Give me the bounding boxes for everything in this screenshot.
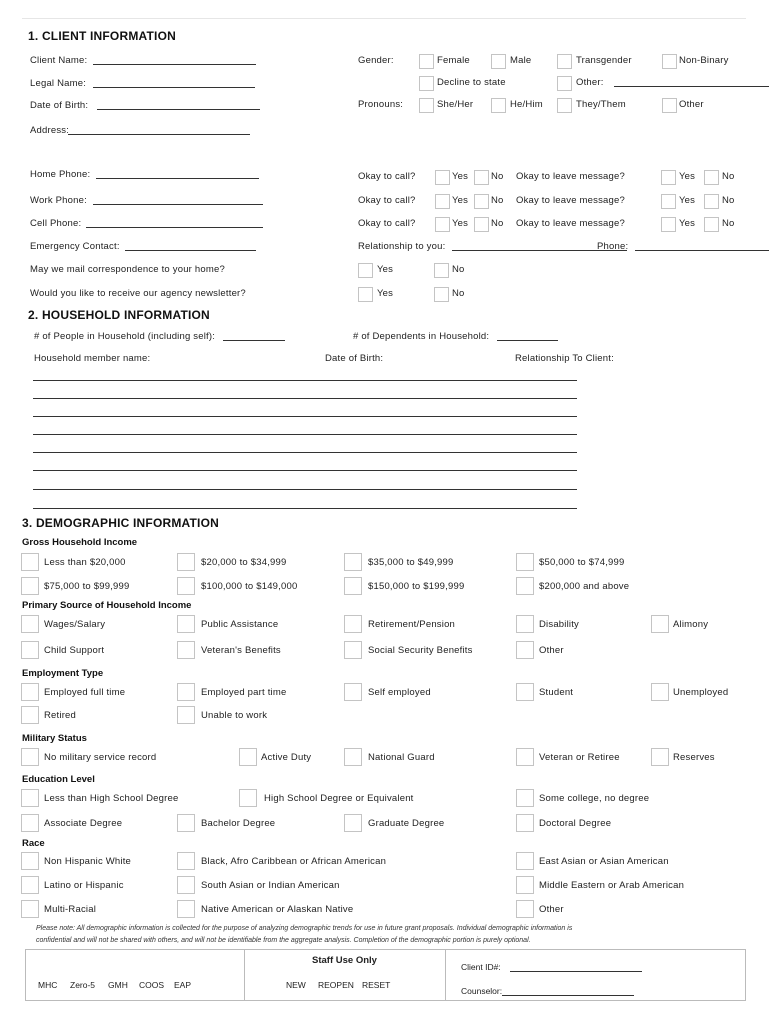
- military-checkbox[interactable]: [651, 748, 669, 766]
- cell-msg-label: Okay to leave message?: [516, 218, 625, 229]
- male-label: Male: [510, 55, 532, 66]
- status-option[interactable]: NEW: [286, 980, 306, 990]
- male-checkbox[interactable]: [491, 54, 506, 69]
- employment-checkbox[interactable]: [516, 683, 534, 701]
- source-checkbox[interactable]: [651, 615, 669, 633]
- program-option[interactable]: COOS: [139, 980, 165, 990]
- newsletter-no-label: No: [452, 288, 465, 299]
- dob-label: Date of Birth:: [30, 100, 89, 111]
- military-checkbox[interactable]: [344, 748, 362, 766]
- home-call-no-checkbox[interactable]: [474, 170, 489, 185]
- employment-checkbox[interactable]: [177, 706, 195, 724]
- race-option: Multi-Racial: [44, 904, 97, 915]
- military-option: Veteran or Retiree: [539, 752, 620, 763]
- source-checkbox[interactable]: [21, 615, 39, 633]
- emergency-phone-field[interactable]: [635, 250, 769, 251]
- section-title-client: 1. CLIENT INFORMATION: [28, 29, 176, 43]
- education-checkbox[interactable]: [239, 789, 257, 807]
- employment-checkbox[interactable]: [177, 683, 195, 701]
- dependents-field[interactable]: [497, 340, 558, 341]
- military-option: Active Duty: [261, 752, 312, 763]
- income-option: Less than $20,000: [44, 557, 126, 568]
- top-rule: [22, 18, 746, 19]
- income-option: $75,000 to $99,999: [44, 581, 130, 592]
- home-okay-call-label: Okay to call?: [358, 171, 416, 182]
- work-msg-yes-label: Yes: [679, 195, 696, 206]
- education-option: Graduate Degree: [368, 818, 445, 829]
- pronouns-label: Pronouns:: [358, 99, 404, 110]
- legal-name-label: Legal Name:: [30, 78, 87, 89]
- education-option: High School Degree or Equivalent: [264, 793, 414, 804]
- race-checkbox[interactable]: [177, 900, 195, 918]
- work-msg-no-label: No: [722, 195, 735, 206]
- income-checkbox[interactable]: [344, 577, 362, 595]
- household-row-line[interactable]: [33, 434, 577, 435]
- people-in-household-field[interactable]: [223, 340, 285, 341]
- employment-checkbox[interactable]: [651, 683, 669, 701]
- education-checkbox[interactable]: [177, 814, 195, 832]
- transgender-checkbox[interactable]: [557, 54, 572, 69]
- employment-option: Retired: [44, 710, 77, 721]
- employment-option: Employed part time: [201, 687, 287, 698]
- race-checkbox[interactable]: [516, 900, 534, 918]
- source-checkbox[interactable]: [344, 615, 362, 633]
- female-checkbox[interactable]: [419, 54, 434, 69]
- home-phone-label: Home Phone:: [30, 169, 91, 180]
- client-id-field[interactable]: [510, 971, 642, 972]
- race-checkbox[interactable]: [177, 852, 195, 870]
- education-option: Bachelor Degree: [201, 818, 276, 829]
- race-option: Black, Afro Caribbean or African American: [201, 856, 387, 867]
- newsletter-question: Would you like to receive our agency newsletter?: [30, 288, 246, 299]
- staff-divider: [244, 949, 245, 1001]
- education-checkbox[interactable]: [21, 789, 39, 807]
- military-option: National Guard: [368, 752, 435, 763]
- staff-divider: [445, 949, 446, 1001]
- cell-call-yes-label: Yes: [452, 218, 469, 229]
- program-option[interactable]: EAP: [174, 980, 192, 990]
- income-option: $35,000 to $49,999: [368, 557, 454, 568]
- income-checkbox[interactable]: [21, 577, 39, 595]
- race-checkbox[interactable]: [516, 876, 534, 894]
- member-relationship-header: Relationship To Client:: [515, 353, 614, 364]
- source-checkbox[interactable]: [177, 641, 195, 659]
- household-row-line[interactable]: [33, 380, 577, 381]
- education-option: Associate Degree: [44, 818, 123, 829]
- household-row-line[interactable]: [33, 508, 577, 509]
- pronoun-other-label: Other: [679, 99, 704, 110]
- demographic-note-line1: Please note: All demographic information is collected for the purpose of analyzing demographic trends for use in future grant proposals. Individual demographic information is: [36, 925, 573, 932]
- address-field[interactable]: [68, 134, 250, 135]
- counselor-field[interactable]: [502, 995, 634, 996]
- race-checkbox[interactable]: [21, 852, 39, 870]
- military-option: No military service record: [44, 752, 157, 763]
- race-title: Race: [22, 838, 45, 849]
- source-option: Wages/Salary: [44, 619, 106, 630]
- income-checkbox[interactable]: [21, 553, 39, 571]
- income-option: $100,000 to $149,000: [201, 581, 298, 592]
- cell-msg-yes-checkbox[interactable]: [661, 217, 676, 232]
- section-title-demographic: 3. DEMOGRAPHIC INFORMATION: [22, 516, 219, 530]
- source-checkbox[interactable]: [177, 615, 195, 633]
- emergency-phone-label: Phone:: [597, 241, 629, 252]
- income-checkbox[interactable]: [177, 577, 195, 595]
- military-checkbox[interactable]: [516, 748, 534, 766]
- dependents-label: # of Dependents in Household:: [353, 331, 490, 342]
- employment-option: Self employed: [368, 687, 431, 698]
- education-option: Doctoral Degree: [539, 818, 612, 829]
- household-row-line[interactable]: [33, 470, 577, 471]
- race-option: East Asian or Asian American: [539, 856, 669, 867]
- work-msg-label: Okay to leave message?: [516, 195, 625, 206]
- people-in-household-label: # of People in Household (including self):: [34, 331, 216, 342]
- cell-msg-no-label: No: [722, 218, 735, 229]
- military-checkbox[interactable]: [21, 748, 39, 766]
- source-checkbox[interactable]: [516, 615, 534, 633]
- income-option: $150,000 to $199,999: [368, 581, 465, 592]
- work-msg-yes-checkbox[interactable]: [661, 194, 676, 209]
- cell-okay-call-label: Okay to call?: [358, 218, 416, 229]
- mail-no-checkbox[interactable]: [434, 263, 449, 278]
- source-option: Retirement/Pension: [368, 619, 456, 630]
- cell-phone-label: Cell Phone:: [30, 218, 82, 229]
- relationship-label: Relationship to you:: [358, 241, 446, 252]
- newsletter-no-checkbox[interactable]: [434, 287, 449, 302]
- employment-option: Unable to work: [201, 710, 268, 721]
- they-them-label: They/Them: [576, 99, 626, 110]
- education-checkbox[interactable]: [516, 789, 534, 807]
- mail-yes-checkbox[interactable]: [358, 263, 373, 278]
- home-msg-no-checkbox[interactable]: [704, 170, 719, 185]
- income-option: $200,000 and above: [539, 581, 630, 592]
- work-call-no-label: No: [491, 195, 504, 206]
- home-call-yes-label: Yes: [452, 171, 469, 182]
- income-checkbox[interactable]: [516, 577, 534, 595]
- income-option: $50,000 to $74,999: [539, 557, 625, 568]
- home-msg-yes-checkbox[interactable]: [661, 170, 676, 185]
- household-row-line[interactable]: [33, 398, 577, 399]
- work-phone-field[interactable]: [93, 204, 263, 205]
- race-option: Middle Eastern or Arab American: [539, 880, 685, 891]
- program-option[interactable]: GMH: [108, 980, 128, 990]
- income-title: Gross Household Income: [22, 537, 138, 548]
- he-him-checkbox[interactable]: [491, 98, 506, 113]
- gender-label: Gender:: [358, 55, 394, 66]
- decline-checkbox[interactable]: [419, 76, 434, 91]
- education-option: Less than High School Degree: [44, 793, 179, 804]
- newsletter-yes-label: Yes: [377, 288, 394, 299]
- cell-call-no-checkbox[interactable]: [474, 217, 489, 232]
- staff-use-box: [25, 949, 746, 1001]
- source-option: Veteran's Benefits: [201, 645, 281, 656]
- member-name-header: Household member name:: [34, 353, 151, 364]
- status-option[interactable]: REOPEN: [318, 980, 354, 990]
- military-option: Reserves: [673, 752, 715, 763]
- source-checkbox[interactable]: [344, 641, 362, 659]
- work-call-yes-label: Yes: [452, 195, 469, 206]
- race-checkbox[interactable]: [516, 852, 534, 870]
- work-phone-label: Work Phone:: [30, 195, 87, 206]
- source-title: Primary Source of Household Income: [22, 600, 192, 611]
- mail-no-label: No: [452, 264, 465, 275]
- demographic-note-line2: confidential and will not be shared with others, and will not be identifiable from the aggregate analysis. Completion of the demographic portion is purely optional.: [36, 937, 531, 944]
- cell-call-no-label: No: [491, 218, 504, 229]
- section-title-household: 2. HOUSEHOLD INFORMATION: [28, 308, 210, 322]
- transgender-label: Transgender: [576, 55, 632, 66]
- income-checkbox[interactable]: [516, 553, 534, 571]
- address-label: Address:: [30, 125, 70, 136]
- source-checkbox[interactable]: [21, 641, 39, 659]
- gender-other-label: Other:: [576, 77, 604, 88]
- cell-msg-no-checkbox[interactable]: [704, 217, 719, 232]
- education-title: Education Level: [22, 774, 95, 785]
- client-name-field[interactable]: [93, 64, 256, 65]
- employment-checkbox[interactable]: [21, 706, 39, 724]
- source-option: Disability: [539, 619, 580, 630]
- source-option: Other: [539, 645, 564, 656]
- emergency-field[interactable]: [125, 250, 256, 251]
- member-dob-header: Date of Birth:: [325, 353, 384, 364]
- status-option[interactable]: RESET: [362, 980, 391, 990]
- home-call-no-label: No: [491, 171, 504, 182]
- education-checkbox[interactable]: [516, 814, 534, 832]
- home-msg-yes-label: Yes: [679, 171, 696, 182]
- legal-name-field[interactable]: [93, 87, 255, 88]
- gender-other-checkbox[interactable]: [557, 76, 572, 91]
- source-option: Alimony: [673, 619, 709, 630]
- employment-checkbox[interactable]: [21, 683, 39, 701]
- employment-title: Employment Type: [22, 668, 104, 679]
- race-option: Other: [539, 904, 564, 915]
- education-option: Some college, no degree: [539, 793, 650, 804]
- cell-phone-field[interactable]: [86, 227, 263, 228]
- emergency-label: Emergency Contact:: [30, 241, 120, 252]
- cell-msg-yes-label: Yes: [679, 218, 696, 229]
- race-option: South Asian or Indian American: [201, 880, 340, 891]
- she-her-label: She/Her: [437, 99, 474, 110]
- nonbinary-checkbox[interactable]: [662, 54, 677, 69]
- home-phone-field[interactable]: [96, 178, 259, 179]
- income-checkbox[interactable]: [177, 553, 195, 571]
- race-checkbox[interactable]: [21, 900, 39, 918]
- work-msg-no-checkbox[interactable]: [704, 194, 719, 209]
- nonbinary-label: Non-Binary: [679, 55, 729, 66]
- household-row-line[interactable]: [33, 416, 577, 417]
- source-option: Social Security Benefits: [368, 645, 473, 656]
- work-okay-call-label: Okay to call?: [358, 195, 416, 206]
- income-checkbox[interactable]: [344, 553, 362, 571]
- newsletter-yes-checkbox[interactable]: [358, 287, 373, 302]
- race-checkbox[interactable]: [21, 876, 39, 894]
- pronoun-other-checkbox[interactable]: [662, 98, 677, 113]
- military-title: Military Status: [22, 733, 87, 744]
- staff-use-title: Staff Use Only: [312, 955, 377, 966]
- race-option: Latino or Hispanic: [44, 880, 124, 891]
- counselor-label: Counselor:: [461, 986, 503, 996]
- race-checkbox[interactable]: [177, 876, 195, 894]
- she-her-checkbox[interactable]: [419, 98, 434, 113]
- household-row-line[interactable]: [33, 489, 577, 490]
- source-option: Public Assistance: [201, 619, 279, 630]
- cell-call-yes-checkbox[interactable]: [435, 217, 450, 232]
- home-msg-no-label: No: [722, 171, 735, 182]
- gender-other-field[interactable]: [614, 86, 769, 87]
- work-call-yes-checkbox[interactable]: [435, 194, 450, 209]
- employment-option: Unemployed: [673, 687, 729, 698]
- decline-label: Decline to state: [437, 77, 506, 88]
- client-name-label: Client Name:: [30, 55, 88, 66]
- household-row-line[interactable]: [33, 452, 577, 453]
- work-call-no-checkbox[interactable]: [474, 194, 489, 209]
- education-checkbox[interactable]: [21, 814, 39, 832]
- employment-option: Student: [539, 687, 574, 698]
- race-option: Native American or Alaskan Native: [201, 904, 354, 915]
- home-call-yes-checkbox[interactable]: [435, 170, 450, 185]
- program-option[interactable]: Zero-5: [70, 980, 96, 990]
- income-option: $20,000 to $34,999: [201, 557, 287, 568]
- female-label: Female: [437, 55, 470, 66]
- home-msg-label: Okay to leave message?: [516, 171, 625, 182]
- mail-question: May we mail correspondence to your home?: [30, 264, 225, 275]
- he-him-label: He/Him: [510, 99, 543, 110]
- race-option: Non Hispanic White: [44, 856, 132, 867]
- source-option: Child Support: [44, 645, 105, 656]
- client-id-label: Client ID#:: [461, 962, 501, 972]
- program-option[interactable]: MHC: [38, 980, 58, 990]
- they-them-checkbox[interactable]: [557, 98, 572, 113]
- dob-field[interactable]: [97, 109, 260, 110]
- education-checkbox[interactable]: [344, 814, 362, 832]
- employment-option: Employed full time: [44, 687, 126, 698]
- employment-checkbox[interactable]: [344, 683, 362, 701]
- mail-yes-label: Yes: [377, 264, 394, 275]
- source-checkbox[interactable]: [516, 641, 534, 659]
- military-checkbox[interactable]: [239, 748, 257, 766]
